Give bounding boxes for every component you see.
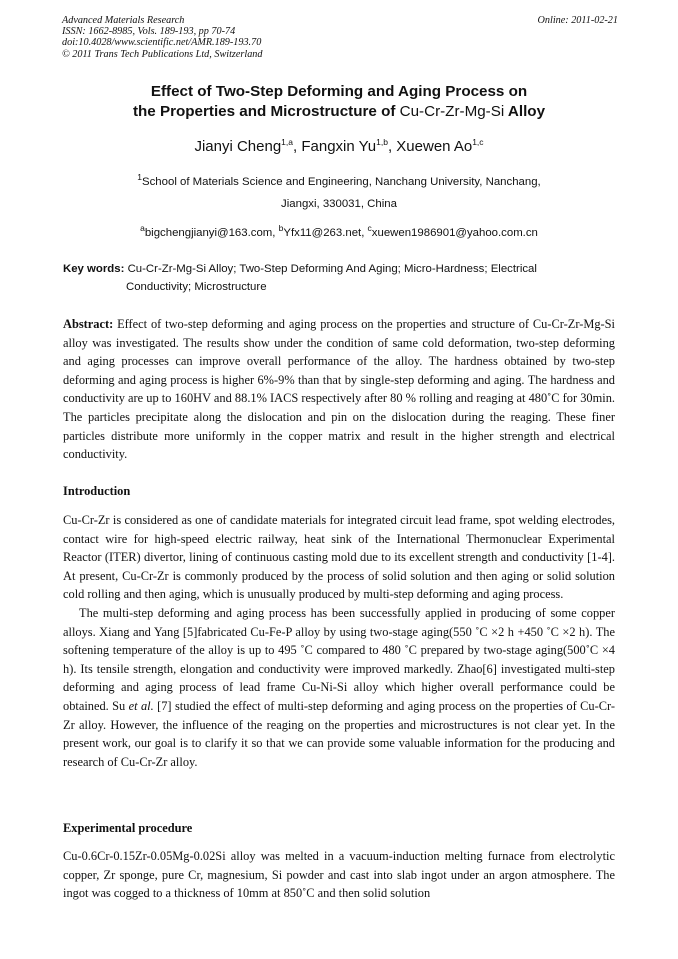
author-3: Xuewen Ao (396, 138, 473, 155)
author-separator: , (387, 138, 397, 155)
intro-p2-etal: et al. (128, 698, 154, 713)
introduction-heading: Introduction (63, 484, 131, 498)
online-date: Online: 2011-02-21 (537, 15, 618, 26)
author-1-affil: 1,a (281, 137, 293, 147)
email-a[interactable]: bigchengjianyi@163.com, (144, 226, 279, 239)
experimental-heading: Experimental procedure (63, 821, 193, 835)
intro-paragraph-1: Cu-Cr-Zr is considered as one of candidate materials for integrated circuit lead frame, spot welding electrodes, contact wire for high-speed electric railway, heat sink of the International Thermonuclear Experimental Reactor (ITER) divertor, lining of continuous casting mold due to its excellent strength and conductivity [1-4]. At present, Cu-Cr-Zr is commonly produced by the process of solid solution and then aging or solid solution cold rolling and then aging, which is unusually produced by multi-step deforming and aging process. (63, 513, 615, 602)
email-c[interactable]: xuewen1986901@yahoo.com.cn (371, 226, 538, 239)
copyright-line: © 2011 Trans Tech Publications Ltd, Switzerland (62, 48, 263, 60)
email-b[interactable]: Yfx11@263.net, (283, 226, 368, 239)
journal-name: Advanced Materials Research (62, 15, 185, 26)
affiliation-line-2: Jiangxi, 330031, China (281, 198, 397, 210)
abstract-section (63, 315, 615, 464)
author-2-affil: 1,b (376, 137, 388, 147)
title-line-1: Effect of Two-Step Deforming and Aging Process on (150, 83, 528, 100)
paper-title (40, 82, 638, 122)
keywords-line-1: Cu-Cr-Zr-Mg-Si Alloy; Two-Step Deforming And Aging; Micro-Hardness; Electrical (124, 263, 537, 275)
author-1: Jianyi Cheng (194, 138, 282, 155)
intro-p2-text-a: The multi-step deforming and aging process has been successfully applied in producing of some copper alloys. Xiang and Yang [5]fabricated Cu-Fe-P alloy by using two-stage aging(550 ˚C ×2 h +450 ˚C ×2 h). The softening temperature of the alloy is up to 495 ˚C compared to 480 ˚C prepared by two-stage aging(500˚C ×4 h). Its tensile strength, elongation and conductivity were improved markedly. Zhao[6] investigated multi-step deforming and aging process of lead frame Cu-Ni-Si alloy which higher overall performance could be obtained. Su (63, 605, 615, 713)
email-c-marker: c (367, 223, 372, 233)
introduction-section (63, 511, 615, 771)
keywords-label: Key words: (63, 263, 125, 275)
keywords-line-2: Conductivity; Microstructure (126, 281, 267, 293)
abstract-label: Abstract: (63, 317, 114, 331)
intro-paragraph-2 (63, 604, 615, 771)
title-line-2-end: Alloy (504, 103, 546, 120)
doi-line: doi:10.4028/www.scientific.net/AMR.189-193.70 (62, 37, 262, 49)
experimental-paragraph-1: Cu-0.6Cr-0.15Zr-0.05Mg-0.02Si alloy was melted in a vacuum-induction melting furnace from electrolytic copper, Zr sponge, pure Cr, magnesium, Si powder and cast into slab ingot under an argon atmosphere. The ingot was cogged to a thickness of 10mm at 850˚C and then solid solution (63, 849, 615, 901)
title-line-2: the Properties and Microstructure of (132, 103, 400, 120)
email-line (40, 223, 638, 239)
affiliation-text: School of Materials Science and Engineering, Nanchang University, Nanchang, (142, 175, 541, 188)
affiliation-marker: 1 (137, 172, 143, 182)
author-3-affil: 1,c (472, 137, 484, 147)
issn-line: ISSN: 1662-8985, Vols. 189-193, pp 70-74 (62, 26, 236, 38)
affiliation-line-1 (40, 172, 638, 188)
keywords-block (63, 260, 623, 296)
abstract-text: Effect of two-step deforming and aging process on the properties and structure of Cu-Cr-Zr-Mg-Si alloy was investigated. The results show under the condition of same cold deformation, two-step deforming and aging processes can improve overall performance of the alloy. The hardness obtained by two-step deforming and aging process is higher 6%-9% than that by single-step deforming and aging. The hardness and conductivity are up to 160HV and 88.1% IACS respectively after 80 % rolling and reaging at 480˚C for 30min. The particles precipitate along the dislocation and pin on the dislocation during the reaging. These finer particles distribute more uniformly in the copper matrix and result in the higher strength and electrical conductivity. (63, 317, 615, 462)
email-b-marker: b (278, 223, 284, 233)
email-a-marker: a (140, 223, 145, 233)
author-2: Fangxin Yu (301, 138, 377, 155)
experimental-section (63, 847, 615, 903)
author-separator: , (293, 138, 302, 155)
journal-header (62, 15, 618, 60)
title-alloy-name: Cu-Cr-Zr-Mg-Si (399, 103, 505, 120)
intro-p2-text-b: [7] studied the effect of multi-step deforming and aging process on the properties of Cu-Cr-Zr alloy. However, the influence of the reaging on the properties and microstructures is not clear yet. In the present work, our goal is to clarify it so that we can provide some valuable information for the producing and research of Cu-Cr-Zr alloy. (63, 698, 615, 769)
author-list (40, 137, 638, 155)
